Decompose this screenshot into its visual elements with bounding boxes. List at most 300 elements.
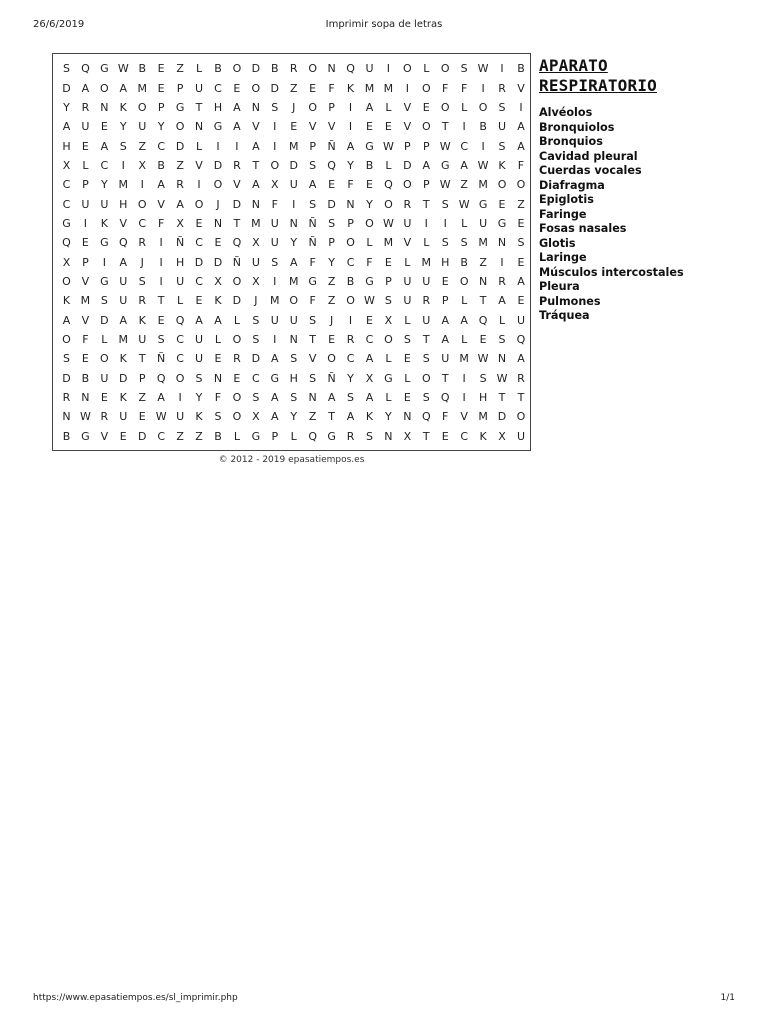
- word-list-item: Pulmones: [539, 294, 601, 308]
- grid-letter: L: [461, 332, 468, 346]
- grid-letter: S: [138, 274, 146, 288]
- grid-letter: X: [498, 429, 506, 443]
- grid-letter: B: [271, 62, 279, 76]
- grid-letter: V: [252, 120, 260, 134]
- word-search-grid: [57, 59, 530, 446]
- grid-letter: Ñ: [308, 216, 317, 230]
- grid-letter: G: [100, 62, 109, 76]
- grid-letter: C: [62, 178, 71, 192]
- grid-letter: P: [328, 236, 335, 250]
- grid-letter: N: [251, 197, 260, 211]
- grid-letter: A: [498, 294, 506, 308]
- grid-letter: T: [309, 332, 317, 346]
- grid-letter: G: [251, 429, 261, 443]
- grid-letter: S: [157, 332, 165, 346]
- grid-letter: E: [422, 100, 430, 114]
- grid-letter: D: [289, 158, 298, 172]
- grid-letter: E: [365, 178, 373, 192]
- grid-letter: Q: [232, 236, 242, 250]
- grid-letter: Z: [460, 178, 468, 192]
- grid-letter: O: [497, 178, 507, 192]
- grid-letter: O: [232, 391, 242, 405]
- grid-letter: A: [271, 391, 279, 405]
- grid-letter: S: [479, 371, 487, 385]
- grid-letter: A: [119, 81, 128, 95]
- grid-letter: O: [175, 371, 185, 385]
- grid-letter: R: [498, 274, 506, 288]
- grid-letter: E: [100, 391, 108, 405]
- grid-letter: B: [214, 429, 222, 443]
- grid-letter: H: [213, 100, 223, 114]
- grid-letter: T: [328, 410, 335, 424]
- grid-letter: T: [422, 429, 430, 443]
- grid-letter: R: [403, 197, 412, 211]
- grid-letter: I: [273, 332, 277, 346]
- grid-letter: C: [252, 371, 260, 385]
- grid-letter: N: [384, 429, 393, 443]
- grid-letter: E: [365, 313, 373, 327]
- grid-letter: B: [479, 120, 487, 134]
- grid-letter: S: [119, 139, 127, 153]
- grid-letter: W: [439, 139, 451, 153]
- grid-letter: Y: [290, 410, 298, 424]
- grid-letter: C: [195, 236, 203, 250]
- grid-letter: C: [346, 255, 355, 269]
- grid-letter: K: [195, 410, 203, 424]
- grid-letter: K: [214, 294, 222, 308]
- grid-letter: E: [403, 352, 411, 366]
- footer-url: https://www.epasatiempos.es/sl_imprimir.php: [33, 993, 238, 1003]
- grid-letter: U: [289, 313, 298, 327]
- grid-letter: S: [328, 216, 336, 230]
- grid-letter: L: [82, 158, 89, 172]
- word-list-item: Alvéolos: [539, 106, 593, 119]
- grid-letter: P: [385, 274, 392, 288]
- grid-letter: C: [346, 352, 355, 366]
- grid-letter: O: [365, 216, 374, 230]
- grid-letter: Y: [119, 120, 127, 134]
- grid-letter: D: [270, 81, 280, 95]
- grid-letter: B: [214, 62, 222, 76]
- grid-letter: L: [404, 313, 411, 327]
- grid-letter: O: [62, 274, 71, 288]
- word-list-item: Laringe: [539, 251, 587, 264]
- grid-letter: S: [347, 391, 355, 405]
- grid-letter: Ñ: [175, 236, 185, 250]
- grid-letter: A: [271, 352, 279, 366]
- grid-letter: Q: [384, 178, 393, 192]
- grid-letter: P: [138, 371, 146, 385]
- grid-letter: O: [384, 332, 393, 346]
- grid-letter: V: [157, 197, 165, 211]
- grid-letter: I: [121, 158, 125, 172]
- grid-letter: F: [347, 178, 354, 192]
- grid-letter: D: [100, 313, 109, 327]
- grid-letter: U: [403, 216, 412, 230]
- grid-letter: M: [118, 178, 129, 192]
- word-list-item: Fosas nasales: [539, 222, 627, 235]
- grid-letter: S: [252, 332, 260, 346]
- grid-letter: S: [384, 294, 392, 308]
- grid-letter: L: [385, 158, 392, 172]
- grid-letter: S: [100, 294, 108, 308]
- grid-letter: N: [213, 216, 223, 230]
- grid-letter: O: [516, 178, 526, 192]
- grid-letter: T: [138, 352, 146, 366]
- grid-letter: J: [140, 255, 144, 269]
- grid-letter: H: [289, 371, 298, 385]
- grid-letter: Ñ: [308, 236, 317, 250]
- grid-letter: I: [197, 178, 201, 192]
- grid-letter: E: [157, 62, 165, 76]
- grid-letter: J: [254, 294, 258, 308]
- grid-letter: T: [517, 391, 525, 405]
- grid-letter: M: [288, 274, 299, 288]
- grid-letter: O: [232, 410, 242, 424]
- grid-letter: I: [102, 255, 106, 269]
- grid-letter: X: [214, 274, 222, 288]
- grid-letter: I: [424, 216, 428, 230]
- grid-letter: J: [329, 313, 334, 327]
- grid-letter: F: [366, 255, 373, 269]
- grid-letter: D: [194, 255, 204, 269]
- grid-letter: I: [386, 62, 391, 76]
- grid-letter: Z: [289, 81, 298, 95]
- grid-letter: L: [233, 313, 240, 327]
- grid-letter: B: [62, 429, 71, 443]
- word-list-item: Músculos intercostales: [539, 265, 684, 279]
- grid-letter: O: [100, 81, 109, 95]
- grid-letter: L: [214, 332, 222, 346]
- grid-letter: N: [289, 216, 298, 230]
- grid-letter: I: [273, 274, 277, 288]
- grid-letter: O: [308, 100, 317, 114]
- grid-letter: C: [157, 139, 165, 153]
- grid-letter: Y: [100, 178, 108, 192]
- puzzle-title-line-2: RESPIRATORIO: [539, 76, 657, 95]
- grid-letter: S: [517, 236, 525, 250]
- word-list-item: Bronquiolos: [539, 120, 615, 134]
- grid-letter: A: [157, 178, 165, 192]
- grid-letter: K: [138, 313, 146, 327]
- grid-letter: K: [479, 429, 487, 443]
- grid-letter: R: [176, 178, 184, 192]
- grid-letter: A: [119, 313, 128, 327]
- grid-letter: C: [157, 429, 165, 443]
- grid-letter: X: [252, 236, 260, 250]
- grid-letter: F: [82, 332, 89, 346]
- grid-letter: O: [403, 62, 412, 76]
- grid-letter: W: [496, 371, 508, 385]
- grid-letter: E: [100, 120, 108, 134]
- grid-letter: M: [80, 294, 91, 308]
- grid-letter: Ñ: [327, 139, 336, 153]
- grid-letter: E: [441, 274, 449, 288]
- grid-letter: O: [308, 62, 317, 76]
- grid-letter: R: [233, 158, 241, 172]
- grid-letter: S: [460, 62, 468, 76]
- grid-letter: F: [157, 216, 165, 230]
- grid-letter: E: [195, 216, 203, 230]
- grid-letter: L: [233, 429, 240, 443]
- grid-letter: N: [403, 410, 412, 424]
- grid-letter: I: [83, 216, 88, 230]
- grid-letter: S: [309, 197, 317, 211]
- grid-letter: O: [175, 120, 185, 134]
- grid-letter: I: [500, 255, 504, 269]
- grid-letter: G: [365, 274, 374, 288]
- grid-letter: F: [442, 81, 449, 95]
- grid-letter: Z: [327, 294, 336, 308]
- grid-letter: Q: [308, 429, 317, 443]
- grid-letter: A: [365, 391, 374, 405]
- grid-letter: P: [328, 100, 335, 114]
- grid-letter: E: [441, 429, 449, 443]
- grid-letter: I: [481, 139, 485, 153]
- grid-letter: S: [271, 255, 279, 269]
- grid-letter: S: [441, 197, 449, 211]
- grid-letter: P: [82, 255, 89, 269]
- grid-letter: G: [100, 274, 109, 288]
- grid-letter: D: [251, 352, 261, 366]
- grid-letter: G: [81, 429, 90, 443]
- grid-letter: A: [195, 313, 203, 327]
- grid-letter: E: [517, 294, 525, 308]
- grid-letter: W: [477, 158, 489, 172]
- grid-letter: X: [62, 158, 71, 172]
- grid-letter: O: [213, 178, 223, 192]
- grid-letter: B: [81, 371, 90, 385]
- grid-letter: B: [365, 158, 374, 172]
- grid-letter: Y: [63, 100, 70, 114]
- grid-letter: S: [195, 371, 203, 385]
- word-list-item: Diafragma: [539, 178, 605, 192]
- grid-letter: A: [365, 352, 374, 366]
- grid-letter: S: [214, 410, 222, 424]
- grid-letter: U: [270, 313, 279, 327]
- grid-letter: O: [459, 274, 469, 288]
- grid-letter: R: [498, 81, 506, 95]
- grid-letter: Z: [327, 274, 336, 288]
- grid-letter: O: [516, 410, 526, 424]
- grid-letter: N: [289, 332, 298, 346]
- grid-letter: C: [100, 158, 109, 172]
- grid-letter: O: [440, 100, 450, 114]
- grid-letter: Q: [478, 313, 488, 327]
- grid-letter: N: [213, 371, 223, 385]
- grid-letter: L: [385, 352, 392, 366]
- grid-letter: Q: [175, 313, 185, 327]
- grid-letter: A: [62, 120, 71, 134]
- grid-letter: Y: [157, 120, 165, 134]
- grid-letter: W: [477, 352, 489, 366]
- grid-letter: O: [346, 294, 355, 308]
- grid-letter: O: [232, 274, 242, 288]
- grid-letter: U: [119, 274, 128, 288]
- grid-letter: P: [176, 81, 184, 95]
- grid-letter: Z: [176, 158, 184, 172]
- grid-letter: V: [308, 120, 317, 134]
- grid-letter: P: [404, 139, 411, 153]
- grid-letter: E: [517, 216, 525, 230]
- grid-letter: K: [346, 81, 355, 95]
- grid-letter: A: [327, 391, 336, 405]
- grid-letter: E: [81, 236, 89, 250]
- grid-letter: R: [62, 391, 71, 405]
- grid-letter: P: [309, 139, 316, 153]
- grid-letter: O: [384, 197, 393, 211]
- grid-letter: U: [422, 274, 431, 288]
- grid-letter: F: [442, 410, 449, 424]
- grid-letter: C: [365, 332, 374, 346]
- grid-letter: L: [195, 139, 203, 153]
- grid-letter: F: [271, 197, 278, 211]
- word-search-grid-frame: [52, 53, 531, 451]
- grid-letter: X: [403, 429, 412, 443]
- grid-letter: A: [441, 332, 449, 346]
- grid-letter: I: [462, 371, 466, 385]
- grid-letter: N: [497, 352, 507, 366]
- grid-letter: T: [422, 332, 430, 346]
- grid-letter: I: [273, 139, 277, 153]
- grid-letter: L: [366, 236, 373, 250]
- grid-letter: A: [252, 139, 260, 153]
- grid-letter: V: [308, 352, 317, 366]
- grid-letter: S: [422, 391, 430, 405]
- grid-letter: A: [252, 178, 260, 192]
- grid-letter: U: [422, 313, 431, 327]
- copyright-credit: © 2012 - 2019 epasatiempos.es: [218, 455, 365, 465]
- grid-letter: B: [346, 274, 355, 288]
- grid-letter: M: [478, 236, 488, 250]
- grid-letter: G: [308, 274, 317, 288]
- grid-letter: G: [327, 429, 336, 443]
- grid-letter: Q: [81, 62, 90, 76]
- grid-letter: F: [309, 255, 316, 269]
- grid-letter: E: [214, 352, 222, 366]
- grid-letter: D: [175, 139, 185, 153]
- grid-letter: M: [137, 81, 147, 95]
- grid-letter: R: [233, 352, 241, 366]
- grid-letter: O: [137, 197, 147, 211]
- grid-letter: U: [270, 236, 279, 250]
- print-title: Imprimir sopa de letras: [325, 19, 443, 30]
- grid-letter: S: [290, 391, 298, 405]
- grid-letter: O: [478, 100, 488, 114]
- grid-letter: R: [422, 294, 431, 308]
- word-list-panel: [539, 56, 759, 324]
- grid-letter: E: [157, 81, 165, 95]
- grid-letter: Q: [156, 371, 166, 385]
- grid-letter: I: [159, 274, 163, 288]
- grid-letter: U: [176, 410, 185, 424]
- grid-letter: G: [497, 216, 507, 230]
- grid-letter: S: [62, 352, 70, 366]
- grid-letter: S: [441, 236, 449, 250]
- word-list-item: Bronquios: [539, 135, 603, 148]
- grid-letter: H: [441, 255, 450, 269]
- grid-letter: G: [213, 120, 223, 134]
- grid-letter: S: [252, 391, 260, 405]
- grid-letter: D: [497, 410, 507, 424]
- grid-letter: L: [461, 100, 468, 114]
- grid-letter: I: [348, 313, 353, 327]
- grid-letter: G: [270, 371, 280, 385]
- grid-letter: J: [216, 197, 220, 211]
- grid-letter: O: [346, 236, 355, 250]
- grid-letter: E: [384, 255, 392, 269]
- grid-letter: A: [289, 255, 298, 269]
- grid-letter: Ñ: [327, 371, 336, 385]
- grid-letter: V: [403, 100, 412, 114]
- grid-letter: T: [498, 391, 506, 405]
- grid-letter: U: [81, 197, 90, 211]
- grid-letter: S: [498, 100, 506, 114]
- puzzle-title: [539, 56, 759, 96]
- grid-letter: Z: [138, 139, 146, 153]
- grid-letter: Y: [195, 391, 203, 405]
- grid-letter: W: [79, 410, 91, 424]
- grid-letter: U: [119, 294, 128, 308]
- grid-letter: T: [233, 216, 241, 230]
- grid-letter: W: [477, 62, 489, 76]
- grid-letter: H: [478, 391, 488, 405]
- grid-letter: N: [308, 391, 317, 405]
- grid-letter: Q: [327, 158, 336, 172]
- grid-letter: S: [460, 236, 468, 250]
- grid-letter: I: [140, 178, 144, 192]
- grid-letter: U: [176, 274, 185, 288]
- grid-letter: K: [119, 100, 127, 114]
- grid-letter: U: [81, 120, 90, 134]
- grid-letter: W: [382, 216, 394, 230]
- grid-letter: I: [443, 216, 447, 230]
- grid-letter: K: [119, 391, 127, 405]
- grid-letter: P: [347, 216, 354, 230]
- grid-letter: E: [138, 410, 146, 424]
- grid-letter: O: [232, 62, 242, 76]
- grid-letter: R: [138, 294, 147, 308]
- grid-letter: M: [118, 332, 129, 346]
- grid-letter: M: [251, 216, 261, 230]
- grid-letter: U: [270, 216, 279, 230]
- grid-letter: R: [138, 236, 147, 250]
- grid-letter: A: [517, 139, 525, 153]
- grid-letter: I: [519, 100, 523, 114]
- grid-letter: V: [233, 178, 241, 192]
- grid-letter: B: [517, 62, 525, 76]
- grid-letter: O: [327, 352, 336, 366]
- grid-letter: E: [328, 332, 336, 346]
- grid-letter: M: [383, 81, 394, 95]
- grid-letter: U: [498, 120, 507, 134]
- grid-letter: U: [195, 81, 204, 95]
- footer-page-number: 1/1: [720, 993, 735, 1003]
- grid-letter: D: [62, 371, 71, 385]
- grid-letter: A: [441, 313, 449, 327]
- grid-letter: Z: [308, 410, 317, 424]
- grid-letter: S: [498, 139, 506, 153]
- grid-letter: A: [308, 178, 317, 192]
- grid-letter: T: [157, 294, 165, 308]
- grid-letter: S: [271, 100, 279, 114]
- grid-letter: B: [157, 158, 165, 172]
- grid-letter: U: [516, 313, 525, 327]
- grid-letter: N: [478, 274, 488, 288]
- grid-letter: X: [365, 371, 374, 385]
- word-list-item: Cuerdas vocales: [539, 164, 642, 177]
- grid-letter: L: [385, 391, 392, 405]
